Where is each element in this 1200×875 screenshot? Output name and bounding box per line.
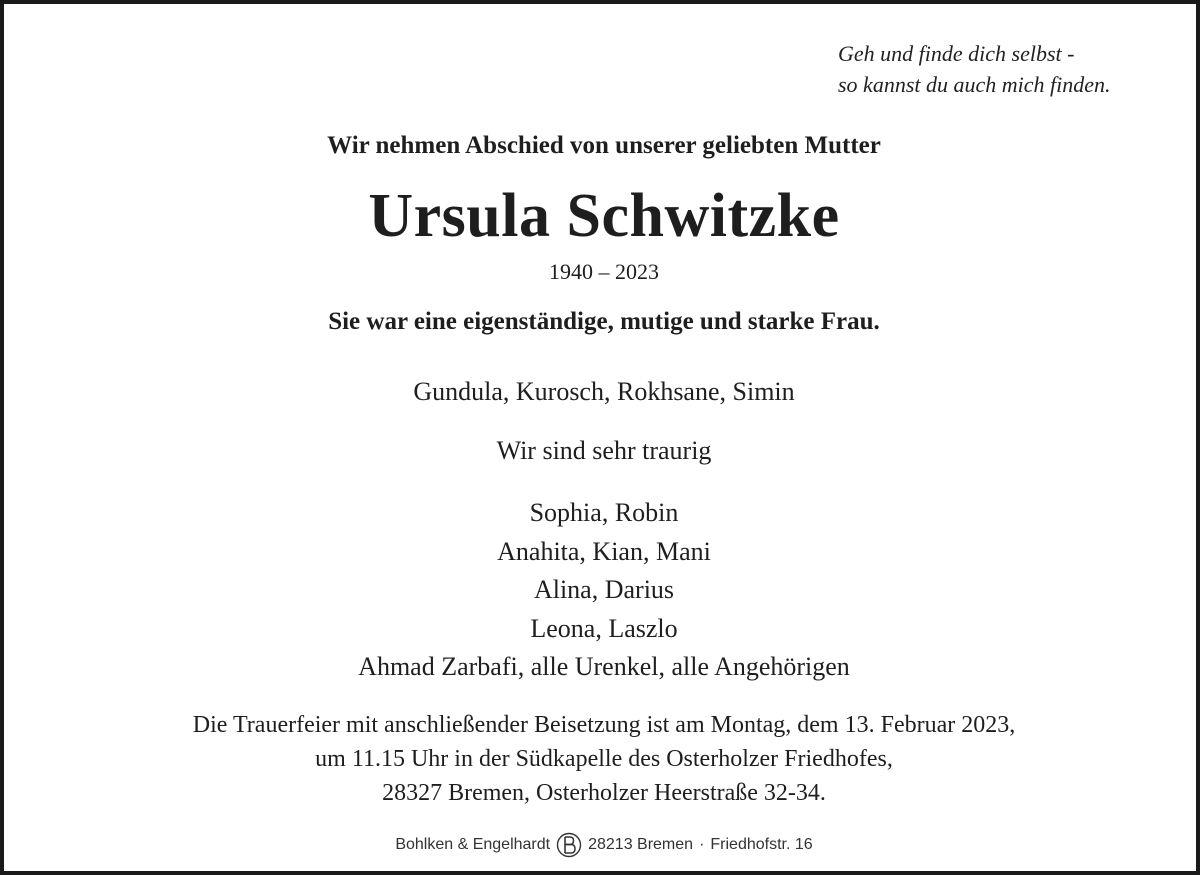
motto-line-2: so kannst du auch mich finden. — [838, 72, 1111, 97]
mourners-list — [4, 494, 1200, 687]
grief-statement: Wir sind sehr traurig — [496, 436, 712, 465]
funeral-home-footer — [4, 832, 1200, 858]
children-names: Gundula, Kurosch, Rokhsane, Simin — [413, 377, 795, 406]
funeral-details — [4, 708, 1200, 810]
funeral-home-name: Bohlken & Engelhardt — [395, 836, 551, 853]
deceased-name: Ursula Schwitzke — [368, 182, 840, 250]
mourners-line: Alina, Darius — [533, 575, 675, 604]
intro-text: Wir nehmen Abschied von unserer geliebten Mutter — [327, 132, 881, 159]
funeral-home-street: Friedhofstr. 16 — [710, 836, 813, 853]
be-monogram-logo-icon — [556, 832, 582, 858]
funeral-home-city: 28213 Bremen — [588, 836, 694, 853]
separator-dot: · — [699, 836, 705, 853]
funeral-line: Die Trauerfeier mit anschließender Beisetzung ist am Montag, dem 13. Februar 2023, — [192, 712, 1016, 738]
tagline: Sie war eine eigenständige, mutige und starke Frau. — [328, 308, 880, 335]
funeral-line: um 11.15 Uhr in der Südkapelle des Osterholzer Friedhofes, — [315, 746, 893, 772]
mourners-line: Anahita, Kian, Mani — [497, 536, 711, 566]
funeral-line: 28327 Bremen, Osterholzer Heerstraße 32-34. — [382, 780, 826, 806]
mourners-line: Leona, Laszlo — [530, 613, 678, 643]
life-years: 1940 – 2023 — [549, 259, 659, 284]
mourners-line: Ahmad Zarbafi, alle Urenkel, alle Angehörigen — [358, 652, 850, 681]
motto-line-1: Geh und finde dich selbst - — [838, 41, 1075, 66]
mourners-line: Sophia, Robin — [529, 498, 679, 527]
motto-quote — [838, 38, 1178, 100]
